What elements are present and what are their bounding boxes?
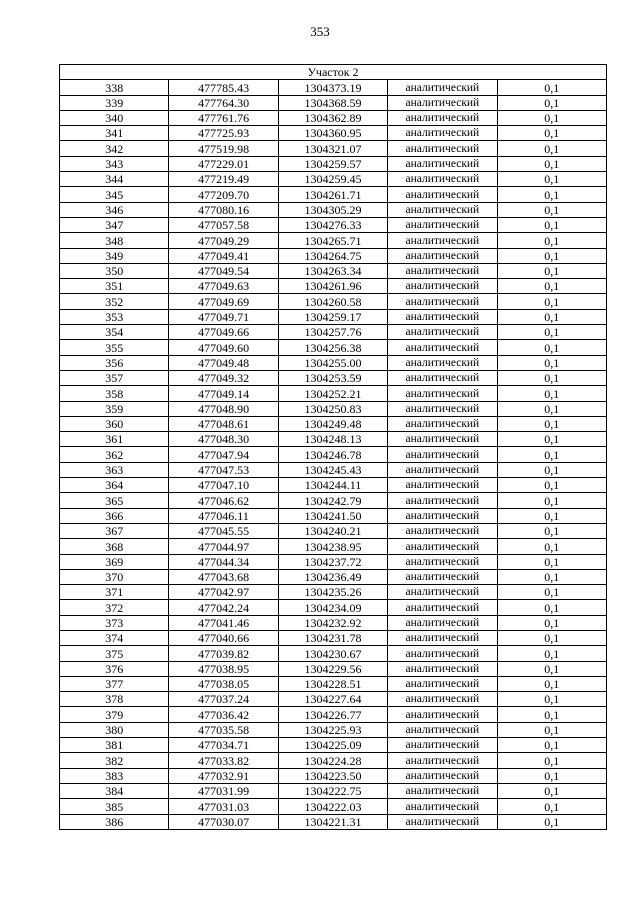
point-number-cell: 365 (60, 493, 169, 508)
method-cell: аналитический (388, 187, 497, 202)
y-coordinate-cell: 1304362.89 (278, 110, 387, 125)
x-coordinate-cell: 477031.03 (169, 799, 278, 814)
point-number-cell: 342 (60, 141, 169, 156)
point-number-cell: 351 (60, 279, 169, 294)
x-coordinate-cell: 477040.66 (169, 630, 278, 645)
table-row (60, 768, 607, 783)
x-coordinate-cell: 477048.61 (169, 416, 278, 431)
x-coordinate-cell: 477047.53 (169, 462, 278, 477)
y-coordinate-cell: 1304321.07 (278, 141, 387, 156)
point-number-cell: 356 (60, 355, 169, 370)
method-cell: аналитический (388, 462, 497, 477)
point-number-cell: 383 (60, 768, 169, 783)
accuracy-cell: 0,1 (497, 294, 606, 309)
y-coordinate-cell: 1304305.29 (278, 202, 387, 217)
point-number-cell: 377 (60, 676, 169, 691)
x-coordinate-cell: 477049.69 (169, 294, 278, 309)
accuracy-cell: 0,1 (497, 217, 606, 232)
table-row (60, 799, 607, 814)
point-number-cell: 357 (60, 370, 169, 385)
x-coordinate-cell: 477049.71 (169, 309, 278, 324)
point-number-cell: 361 (60, 432, 169, 447)
accuracy-cell: 0,1 (497, 783, 606, 798)
table-row (60, 126, 607, 141)
x-coordinate-cell: 477034.71 (169, 738, 278, 753)
x-coordinate-cell: 477043.68 (169, 569, 278, 584)
method-cell: аналитический (388, 768, 497, 783)
point-number-cell: 353 (60, 309, 169, 324)
y-coordinate-cell: 1304259.57 (278, 156, 387, 171)
table-row (60, 630, 607, 645)
point-number-cell: 345 (60, 187, 169, 202)
point-number-cell: 373 (60, 615, 169, 630)
table-row (60, 676, 607, 691)
accuracy-cell: 0,1 (497, 370, 606, 385)
accuracy-cell: 0,1 (497, 523, 606, 538)
y-coordinate-cell: 1304263.34 (278, 263, 387, 278)
table-row (60, 248, 607, 263)
x-coordinate-cell: 477047.94 (169, 447, 278, 462)
x-coordinate-cell: 477785.43 (169, 80, 278, 95)
y-coordinate-cell: 1304261.71 (278, 187, 387, 202)
x-coordinate-cell: 477042.24 (169, 600, 278, 615)
table-row (60, 493, 607, 508)
x-coordinate-cell: 477049.14 (169, 386, 278, 401)
y-coordinate-cell: 1304248.13 (278, 432, 387, 447)
method-cell: аналитический (388, 692, 497, 707)
y-coordinate-cell: 1304225.93 (278, 722, 387, 737)
coordinates-table (59, 64, 607, 830)
accuracy-cell: 0,1 (497, 799, 606, 814)
y-coordinate-cell: 1304261.96 (278, 279, 387, 294)
method-cell: аналитический (388, 753, 497, 768)
point-number-cell: 354 (60, 325, 169, 340)
y-coordinate-cell: 1304260.58 (278, 294, 387, 309)
accuracy-cell: 0,1 (497, 95, 606, 110)
point-number-cell: 364 (60, 478, 169, 493)
table-row (60, 279, 607, 294)
x-coordinate-cell: 477049.48 (169, 355, 278, 370)
x-coordinate-cell: 477032.91 (169, 768, 278, 783)
table-row (60, 783, 607, 798)
accuracy-cell: 0,1 (497, 110, 606, 125)
accuracy-cell: 0,1 (497, 676, 606, 691)
point-number-cell: 349 (60, 248, 169, 263)
point-number-cell: 347 (60, 217, 169, 232)
y-coordinate-cell: 1304264.75 (278, 248, 387, 263)
x-coordinate-cell: 477764.30 (169, 95, 278, 110)
method-cell: аналитический (388, 386, 497, 401)
x-coordinate-cell: 477046.62 (169, 493, 278, 508)
table-row (60, 172, 607, 187)
point-number-cell: 340 (60, 110, 169, 125)
y-coordinate-cell: 1304245.43 (278, 462, 387, 477)
method-cell: аналитический (388, 585, 497, 600)
method-cell: аналитический (388, 493, 497, 508)
x-coordinate-cell: 477037.24 (169, 692, 278, 707)
table-row (60, 661, 607, 676)
table-row (60, 95, 607, 110)
x-coordinate-cell: 477049.41 (169, 248, 278, 263)
accuracy-cell: 0,1 (497, 508, 606, 523)
y-coordinate-cell: 1304229.56 (278, 661, 387, 676)
x-coordinate-cell: 477049.54 (169, 263, 278, 278)
accuracy-cell: 0,1 (497, 585, 606, 600)
method-cell: аналитический (388, 523, 497, 538)
y-coordinate-cell: 1304255.00 (278, 355, 387, 370)
y-coordinate-cell: 1304240.21 (278, 523, 387, 538)
table-row (60, 386, 607, 401)
method-cell: аналитический (388, 447, 497, 462)
table-row (60, 340, 607, 355)
point-number-cell: 362 (60, 447, 169, 462)
accuracy-cell: 0,1 (497, 600, 606, 615)
method-cell: аналитический (388, 600, 497, 615)
x-coordinate-cell: 477219.49 (169, 172, 278, 187)
accuracy-cell: 0,1 (497, 263, 606, 278)
y-coordinate-cell: 1304253.59 (278, 370, 387, 385)
accuracy-cell: 0,1 (497, 156, 606, 171)
point-number-cell: 352 (60, 294, 169, 309)
point-number-cell: 343 (60, 156, 169, 171)
table-row (60, 294, 607, 309)
accuracy-cell: 0,1 (497, 172, 606, 187)
method-cell: аналитический (388, 202, 497, 217)
accuracy-cell: 0,1 (497, 279, 606, 294)
method-cell: аналитический (388, 126, 497, 141)
accuracy-cell: 0,1 (497, 630, 606, 645)
point-number-cell: 363 (60, 462, 169, 477)
y-coordinate-cell: 1304227.64 (278, 692, 387, 707)
point-number-cell: 374 (60, 630, 169, 645)
method-cell: аналитический (388, 814, 497, 829)
section-title: Участок 2 (60, 65, 607, 80)
x-coordinate-cell: 477761.76 (169, 110, 278, 125)
x-coordinate-cell: 477049.32 (169, 370, 278, 385)
method-cell: аналитический (388, 615, 497, 630)
accuracy-cell: 0,1 (497, 768, 606, 783)
method-cell: аналитический (388, 799, 497, 814)
method-cell: аналитический (388, 279, 497, 294)
y-coordinate-cell: 1304252.21 (278, 386, 387, 401)
table-row (60, 523, 607, 538)
point-number-cell: 370 (60, 569, 169, 584)
table-row (60, 370, 607, 385)
table-row (60, 722, 607, 737)
accuracy-cell: 0,1 (497, 615, 606, 630)
point-number-cell: 366 (60, 508, 169, 523)
point-number-cell: 379 (60, 707, 169, 722)
point-number-cell: 367 (60, 523, 169, 538)
table-row (60, 554, 607, 569)
table-row (60, 508, 607, 523)
table-row (60, 156, 607, 171)
method-cell: аналитический (388, 217, 497, 232)
y-coordinate-cell: 1304221.31 (278, 814, 387, 829)
method-cell: аналитический (388, 401, 497, 416)
method-cell: аналитический (388, 738, 497, 753)
table-row (60, 110, 607, 125)
accuracy-cell: 0,1 (497, 141, 606, 156)
x-coordinate-cell: 477046.11 (169, 508, 278, 523)
table-row (60, 355, 607, 370)
x-coordinate-cell: 477209.70 (169, 187, 278, 202)
point-number-cell: 385 (60, 799, 169, 814)
accuracy-cell: 0,1 (497, 478, 606, 493)
page-number: 353 (310, 24, 330, 39)
y-coordinate-cell: 1304231.78 (278, 630, 387, 645)
table-row (60, 814, 607, 829)
x-coordinate-cell: 477049.60 (169, 340, 278, 355)
y-coordinate-cell: 1304256.38 (278, 340, 387, 355)
point-number-cell: 380 (60, 722, 169, 737)
accuracy-cell: 0,1 (497, 401, 606, 416)
section-header-row (60, 65, 607, 80)
y-coordinate-cell: 1304235.26 (278, 585, 387, 600)
point-number-cell: 386 (60, 814, 169, 829)
method-cell: аналитический (388, 172, 497, 187)
accuracy-cell: 0,1 (497, 753, 606, 768)
x-coordinate-cell: 477519.98 (169, 141, 278, 156)
x-coordinate-cell: 477048.90 (169, 401, 278, 416)
accuracy-cell: 0,1 (497, 309, 606, 324)
table-row (60, 416, 607, 431)
table-row (60, 539, 607, 554)
y-coordinate-cell: 1304230.67 (278, 646, 387, 661)
y-coordinate-cell: 1304225.09 (278, 738, 387, 753)
y-coordinate-cell: 1304242.79 (278, 493, 387, 508)
method-cell: аналитический (388, 707, 497, 722)
y-coordinate-cell: 1304226.77 (278, 707, 387, 722)
accuracy-cell: 0,1 (497, 738, 606, 753)
accuracy-cell: 0,1 (497, 355, 606, 370)
table-row (60, 569, 607, 584)
accuracy-cell: 0,1 (497, 554, 606, 569)
x-coordinate-cell: 477725.93 (169, 126, 278, 141)
point-number-cell: 378 (60, 692, 169, 707)
accuracy-cell: 0,1 (497, 325, 606, 340)
point-number-cell: 358 (60, 386, 169, 401)
table-row (60, 447, 607, 462)
x-coordinate-cell: 477042.97 (169, 585, 278, 600)
x-coordinate-cell: 477057.58 (169, 217, 278, 232)
coordinates-table-body (60, 65, 607, 830)
point-number-cell: 371 (60, 585, 169, 600)
y-coordinate-cell: 1304368.59 (278, 95, 387, 110)
y-coordinate-cell: 1304360.95 (278, 126, 387, 141)
accuracy-cell: 0,1 (497, 386, 606, 401)
point-number-cell: 348 (60, 233, 169, 248)
y-coordinate-cell: 1304228.51 (278, 676, 387, 691)
x-coordinate-cell: 477229.01 (169, 156, 278, 171)
accuracy-cell: 0,1 (497, 233, 606, 248)
method-cell: аналитический (388, 478, 497, 493)
method-cell: аналитический (388, 554, 497, 569)
x-coordinate-cell: 477049.66 (169, 325, 278, 340)
accuracy-cell: 0,1 (497, 692, 606, 707)
y-coordinate-cell: 1304234.09 (278, 600, 387, 615)
x-coordinate-cell: 477044.34 (169, 554, 278, 569)
point-number-cell: 360 (60, 416, 169, 431)
point-number-cell: 344 (60, 172, 169, 187)
point-number-cell: 376 (60, 661, 169, 676)
accuracy-cell: 0,1 (497, 539, 606, 554)
table-row (60, 80, 607, 95)
y-coordinate-cell: 1304276.33 (278, 217, 387, 232)
method-cell: аналитический (388, 141, 497, 156)
table-row (60, 462, 607, 477)
table-row (60, 187, 607, 202)
method-cell: аналитический (388, 340, 497, 355)
point-number-cell: 346 (60, 202, 169, 217)
method-cell: аналитический (388, 539, 497, 554)
method-cell: аналитический (388, 80, 497, 95)
method-cell: аналитический (388, 646, 497, 661)
x-coordinate-cell: 477045.55 (169, 523, 278, 538)
table-row (60, 738, 607, 753)
point-number-cell: 359 (60, 401, 169, 416)
x-coordinate-cell: 477049.63 (169, 279, 278, 294)
method-cell: аналитический (388, 355, 497, 370)
table-row (60, 585, 607, 600)
method-cell: аналитический (388, 325, 497, 340)
accuracy-cell: 0,1 (497, 814, 606, 829)
accuracy-cell: 0,1 (497, 646, 606, 661)
point-number-cell: 375 (60, 646, 169, 661)
method-cell: аналитический (388, 630, 497, 645)
x-coordinate-cell: 477041.46 (169, 615, 278, 630)
point-number-cell: 341 (60, 126, 169, 141)
point-number-cell: 384 (60, 783, 169, 798)
x-coordinate-cell: 477049.29 (169, 233, 278, 248)
point-number-cell: 355 (60, 340, 169, 355)
y-coordinate-cell: 1304222.03 (278, 799, 387, 814)
table-row (60, 615, 607, 630)
accuracy-cell: 0,1 (497, 340, 606, 355)
table-row (60, 325, 607, 340)
x-coordinate-cell: 477038.05 (169, 676, 278, 691)
table-row (60, 432, 607, 447)
method-cell: аналитический (388, 508, 497, 523)
point-number-cell: 369 (60, 554, 169, 569)
x-coordinate-cell: 477035.58 (169, 722, 278, 737)
y-coordinate-cell: 1304373.19 (278, 80, 387, 95)
x-coordinate-cell: 477031.99 (169, 783, 278, 798)
y-coordinate-cell: 1304222.75 (278, 783, 387, 798)
y-coordinate-cell: 1304250.83 (278, 401, 387, 416)
accuracy-cell: 0,1 (497, 202, 606, 217)
x-coordinate-cell: 477039.82 (169, 646, 278, 661)
y-coordinate-cell: 1304232.92 (278, 615, 387, 630)
point-number-cell: 339 (60, 95, 169, 110)
table-row (60, 233, 607, 248)
y-coordinate-cell: 1304246.78 (278, 447, 387, 462)
method-cell: аналитический (388, 569, 497, 584)
table-row (60, 309, 607, 324)
method-cell: аналитический (388, 110, 497, 125)
y-coordinate-cell: 1304265.71 (278, 233, 387, 248)
method-cell: аналитический (388, 248, 497, 263)
accuracy-cell: 0,1 (497, 707, 606, 722)
point-number-cell: 350 (60, 263, 169, 278)
y-coordinate-cell: 1304259.45 (278, 172, 387, 187)
y-coordinate-cell: 1304224.28 (278, 753, 387, 768)
accuracy-cell: 0,1 (497, 416, 606, 431)
y-coordinate-cell: 1304237.72 (278, 554, 387, 569)
x-coordinate-cell: 477080.16 (169, 202, 278, 217)
method-cell: аналитический (388, 309, 497, 324)
point-number-cell: 368 (60, 539, 169, 554)
accuracy-cell: 0,1 (497, 432, 606, 447)
table-row (60, 692, 607, 707)
accuracy-cell: 0,1 (497, 462, 606, 477)
accuracy-cell: 0,1 (497, 661, 606, 676)
y-coordinate-cell: 1304238.95 (278, 539, 387, 554)
method-cell: аналитический (388, 95, 497, 110)
accuracy-cell: 0,1 (497, 126, 606, 141)
table-row (60, 646, 607, 661)
y-coordinate-cell: 1304257.76 (278, 325, 387, 340)
x-coordinate-cell: 477048.30 (169, 432, 278, 447)
point-number-cell: 372 (60, 600, 169, 615)
x-coordinate-cell: 477033.82 (169, 753, 278, 768)
method-cell: аналитический (388, 783, 497, 798)
x-coordinate-cell: 477036.42 (169, 707, 278, 722)
accuracy-cell: 0,1 (497, 447, 606, 462)
method-cell: аналитический (388, 676, 497, 691)
table-row (60, 141, 607, 156)
method-cell: аналитический (388, 156, 497, 171)
point-number-cell: 382 (60, 753, 169, 768)
x-coordinate-cell: 477044.97 (169, 539, 278, 554)
method-cell: аналитический (388, 416, 497, 431)
x-coordinate-cell: 477030.07 (169, 814, 278, 829)
table-row (60, 707, 607, 722)
x-coordinate-cell: 477047.10 (169, 478, 278, 493)
method-cell: аналитический (388, 661, 497, 676)
table-row (60, 202, 607, 217)
table-row (60, 401, 607, 416)
y-coordinate-cell: 1304236.49 (278, 569, 387, 584)
method-cell: аналитический (388, 263, 497, 278)
method-cell: аналитический (388, 370, 497, 385)
y-coordinate-cell: 1304259.17 (278, 309, 387, 324)
y-coordinate-cell: 1304223.50 (278, 768, 387, 783)
x-coordinate-cell: 477038.95 (169, 661, 278, 676)
accuracy-cell: 0,1 (497, 80, 606, 95)
accuracy-cell: 0,1 (497, 722, 606, 737)
y-coordinate-cell: 1304241.50 (278, 508, 387, 523)
point-number-cell: 381 (60, 738, 169, 753)
accuracy-cell: 0,1 (497, 187, 606, 202)
table-row (60, 753, 607, 768)
y-coordinate-cell: 1304249.48 (278, 416, 387, 431)
accuracy-cell: 0,1 (497, 493, 606, 508)
method-cell: аналитический (388, 722, 497, 737)
table-row (60, 600, 607, 615)
y-coordinate-cell: 1304244.11 (278, 478, 387, 493)
method-cell: аналитический (388, 432, 497, 447)
table-row (60, 478, 607, 493)
accuracy-cell: 0,1 (497, 248, 606, 263)
table-row (60, 263, 607, 278)
point-number-cell: 338 (60, 80, 169, 95)
method-cell: аналитический (388, 294, 497, 309)
accuracy-cell: 0,1 (497, 569, 606, 584)
method-cell: аналитический (388, 233, 497, 248)
table-row (60, 217, 607, 232)
